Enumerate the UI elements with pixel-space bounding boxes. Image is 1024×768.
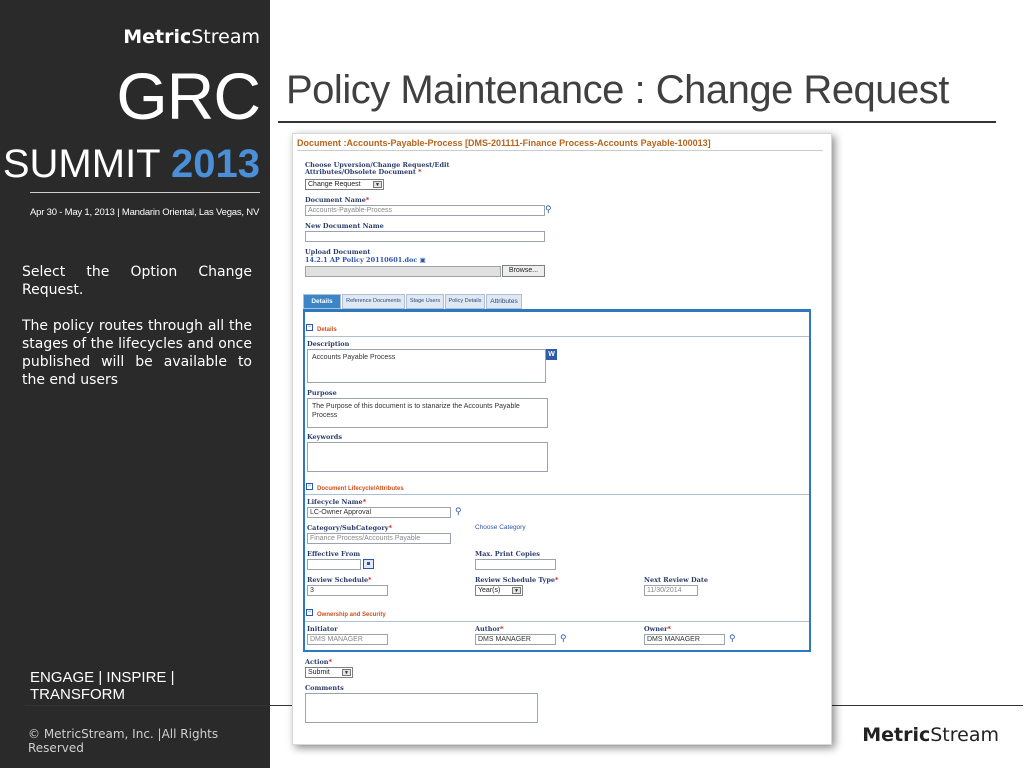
collapse-icon[interactable]: − [307,483,312,489]
action-label: Action* [305,658,332,666]
action-select[interactable]: Submit ▼ [305,667,353,678]
title-divider [278,121,996,123]
divider [305,621,809,622]
comments-field[interactable] [305,693,538,723]
effective-from-field[interactable] [307,559,361,570]
purpose-label: Purpose [307,389,337,397]
section-ownership: Ownership and Security [317,612,386,618]
description-field[interactable]: Accounts Payable Process [307,349,546,383]
upload-file-field[interactable] [305,266,501,277]
tab-attributes[interactable]: Attributes [486,294,522,309]
sidebar [0,0,270,768]
collapse-icon[interactable]: − [307,609,312,615]
initiator-label: Initiator [307,625,338,633]
category-label: Category/SubCategory* [307,524,392,532]
initiator-field: DMS MANAGER [307,634,388,645]
lifecycle-name-label: Lifecycle Name* [307,498,367,506]
review-type-label: Review Schedule Type* [475,576,559,584]
choose-action-label: Choose Upversion/Change Request/Edit Attributes/Obsolete Document * [305,161,450,176]
calendar-icon[interactable] [363,559,374,569]
new-document-name-field[interactable] [305,231,545,242]
magnifier-icon[interactable]: ⚲ [455,506,462,516]
divider [30,192,260,193]
tagline: ENGAGE | INSPIRE | TRANSFORM [30,669,175,703]
keywords-label: Keywords [307,433,342,441]
details-panel [303,309,811,652]
purpose-field[interactable]: The Purpose of this document is to stanarize the Accounts Payable Process [307,398,548,428]
document-header: Document :Accounts-Payable-Process [DMS-201111-Finance Process-Accounts Payable-100013] [297,138,711,148]
instruction-text: The policy routes through all the stages of the lifecycles and once published will be available to the end users [22,318,252,388]
section-lifecycle: Document Lifecycle/Attributes [317,486,404,492]
instruction-text: Select the Option Change Request. [22,264,252,298]
tab-details[interactable]: Details [303,294,341,309]
author-field[interactable]: DMS MANAGER [475,634,556,645]
copyright: © MetricStream, Inc. |All Rights Reserved [28,727,219,755]
event-info: Apr 30 - May 1, 2013 | Mandarin Oriental, Las Vegas, NV [30,207,260,218]
chevron-down-icon: ▼ [512,587,521,594]
section-details: Details [317,327,337,333]
choose-action-select[interactable]: Change Request ▼ [305,179,384,190]
form-screenshot [292,133,832,745]
delete-icon[interactable]: ▣ [419,256,426,264]
choose-category-link[interactable]: Choose Category [475,524,526,531]
comments-label: Comments [305,684,344,692]
uploaded-file-link[interactable]: 14.2.1 AP Policy 20110601.doc ▣ [305,256,426,264]
author-label: Author* [475,625,504,633]
tab-policy-details[interactable]: Policy Details [445,294,485,309]
description-label: Description [307,340,350,348]
grc-title: GRC [116,59,260,133]
chevron-down-icon: ▼ [373,181,382,188]
lifecycle-name-field[interactable]: LC-Owner Approval [307,507,451,518]
category-field[interactable]: Finance Process/Accounts Payable [307,533,451,544]
browse-button[interactable]: Browse... [502,265,545,277]
review-type-select[interactable]: Year(s) ▼ [475,585,523,596]
divider [305,494,809,495]
magnifier-icon[interactable]: ⚲ [729,633,736,643]
collapse-icon[interactable]: − [307,324,312,330]
next-review-label: Next Review Date [644,576,708,584]
max-print-label: Max. Print Copies [475,550,540,558]
effective-from-label: Effective From [307,550,361,558]
brand-logo-top: MetricStream [123,26,260,48]
page-title: Policy Maintenance : Change Request [286,68,949,112]
keywords-field[interactable] [307,442,548,472]
new-document-name-label: New Document Name [305,222,384,230]
divider [297,150,823,151]
brand-logo-bottom: MetricStream [862,724,999,746]
divider [305,336,809,337]
next-review-field: 11/30/2014 [644,585,698,596]
summit-title: SUMMIT 2013 [2,142,260,186]
document-name-label: Document Name* [305,196,370,204]
owner-field[interactable]: DMS MANAGER [644,634,725,645]
max-print-field[interactable] [475,559,556,570]
magnifier-icon[interactable]: ⚲ [560,633,567,643]
document-name-field[interactable]: Accounts-Payable-Process [305,205,545,216]
review-schedule-label: Review Schedule* [307,576,372,584]
tab-stage-users[interactable]: Stage Users [406,294,444,309]
tab-reference-documents[interactable]: Reference Documents [342,294,405,309]
chevron-down-icon: ▼ [342,669,351,676]
upload-document-label: Upload Document [305,248,371,256]
owner-label: Owner* [644,625,671,633]
instructions [22,263,252,407]
magnifier-icon[interactable]: ⚲ [545,204,552,214]
review-schedule-field[interactable]: 3 [307,585,388,596]
word-doc-icon[interactable]: W [546,349,557,360]
